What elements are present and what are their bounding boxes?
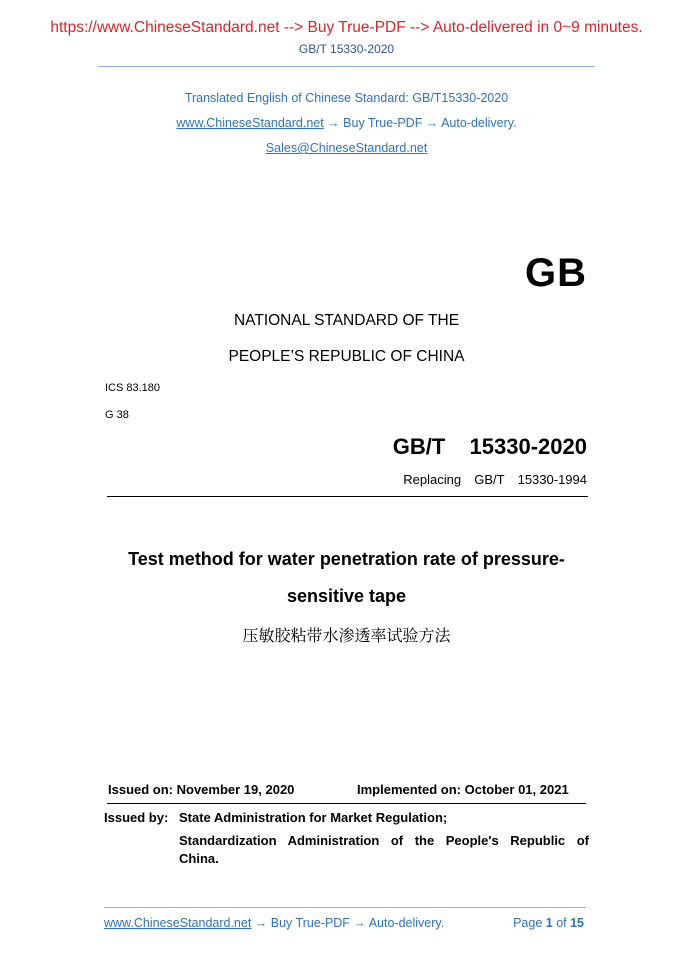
site-link[interactable]: www.ChineseStandard.net (176, 116, 324, 130)
issuer-2-continued: China. (179, 851, 219, 866)
gb-logo: GB (525, 251, 587, 295)
document-title-line-1: Test method for water penetration rate of pressure- (128, 549, 565, 569)
national-standard-line-1: NATIONAL STANDARD OF THE (233, 312, 460, 329)
promo-text: → Buy True-PDF → Auto-delivery. (323, 116, 517, 130)
email-line (0, 141, 693, 155)
page-current: 1 (545, 916, 553, 930)
footer-divider (104, 907, 586, 908)
header-divider (98, 66, 595, 67)
document-title-chinese: 压敏胶粘带水渗透率试验方法 (242, 626, 451, 645)
national-standard-line-2: PEOPLE’S REPUBLIC OF CHINA (228, 348, 465, 365)
footer-promo (104, 916, 444, 930)
page-indicator (513, 916, 584, 930)
issued-date: Issued on: November 19, 2020 (108, 782, 295, 797)
page-of: of (552, 916, 571, 930)
document-title-line-2: sensitive tape (286, 586, 407, 606)
issuer-2: Standardization Administration of the People's Republic of (179, 833, 589, 848)
header-doc-code: GB/T 15330-2020 (298, 42, 395, 56)
issued-by-label: Issued by: (104, 810, 169, 825)
replacing-note: Replacing GB/T 15330-1994 (403, 472, 587, 487)
sales-email-link[interactable]: Sales@ChineseStandard.net (265, 141, 428, 155)
standard-number: GB/T 15330-2020 (392, 434, 587, 459)
dates-divider (107, 803, 586, 804)
ics-code: ICS 83.180 (105, 382, 161, 394)
issuer-1: State Administration for Market Regulation; (179, 810, 448, 825)
title-divider (107, 496, 588, 497)
implemented-date: Implemented on: October 01, 2021 (357, 782, 569, 797)
translation-note: Translated English of Chinese Standard: GB/T15330-2020 (184, 91, 509, 105)
footer-site-link[interactable]: www.ChineseStandard.net (104, 916, 252, 930)
footer-promo-text: → Buy True-PDF → Auto-delivery. (251, 916, 445, 930)
ccs-code: G 38 (105, 409, 129, 421)
page-total: 15 (570, 916, 584, 930)
promo-banner[interactable]: https://www.ChineseStandard.net --> Buy True-PDF --> Auto-delivered in 0~9 minutes. (50, 19, 643, 36)
page-label: Page (513, 916, 546, 930)
promo-line (0, 116, 693, 130)
